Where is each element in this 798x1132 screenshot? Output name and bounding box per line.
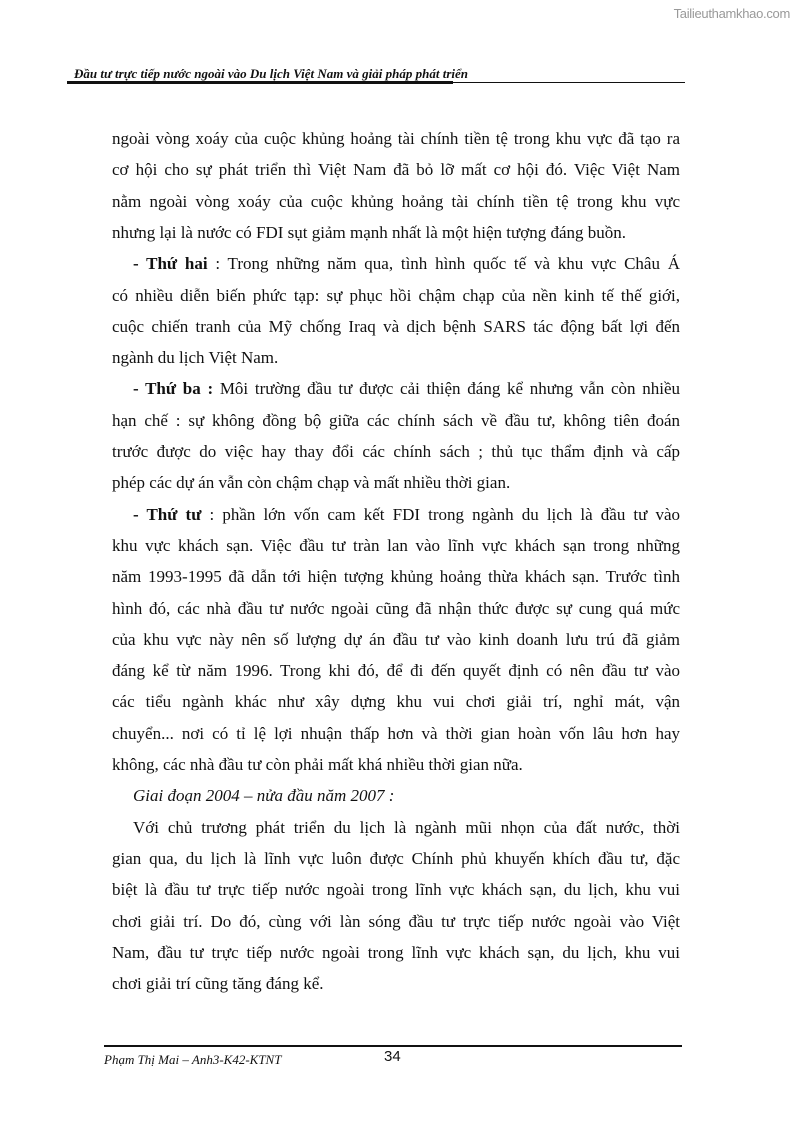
line-text: Nam, đầu tư trực tiếp nước ngoài trong lĩnh vực khách sạn, du lịch, khu vui <box>112 942 680 962</box>
line-text: của khu vực này nên số lượng dự án đầu tư vào kinh doanh lưu trú đã giảm <box>112 629 680 649</box>
text-line <box>112 473 680 493</box>
text-line <box>112 348 680 368</box>
text-line <box>112 129 680 149</box>
running-header: Đầu tư trực tiếp nước ngoài vào Du lịch Việt Nam và giải pháp phát triển <box>74 66 469 81</box>
watermark: Tailieuthamkhao.com <box>673 6 790 21</box>
text-line <box>112 192 680 212</box>
text-line <box>112 880 680 900</box>
line-text: phép các dự án vẫn còn chậm chạp và mất nhiều thời gian. <box>112 473 511 493</box>
line-text: các tiểu ngành khác như xây dựng khu vui chơi giải trí, nghỉ mát, vận <box>112 692 680 712</box>
line-text: chuyển... nơi có tỉ lệ lợi nhuận thấp hơn và thời gian hoàn vốn lâu hơn hay <box>112 723 680 743</box>
text-line <box>112 160 680 180</box>
text-line <box>133 505 680 525</box>
line-text: biệt là đầu tư trực tiếp nước ngoài trong lĩnh vực khách sạn, du lịch, khu vui <box>112 880 680 900</box>
text-line <box>133 786 680 806</box>
line-text: chơi giải trí cũng tăng đáng kể. <box>112 974 324 994</box>
text-line <box>112 849 680 869</box>
line-text: trước được do việc hay thay đổi các chính sách ; thủ tục thẩm định và cấp <box>112 442 680 461</box>
lead-label: - Thứ tư <box>133 504 202 524</box>
line-text: chơi giải trí. Do đó, cùng với làn sóng đầu tư trực tiếp nước ngoài vào Việt <box>112 911 680 931</box>
line-text: ngành du lịch Việt Nam. <box>112 348 279 368</box>
line-text: Môi trường đầu tư được cải thiện đáng kể nhưng vẫn còn nhiều <box>213 379 680 399</box>
text-line <box>112 567 680 587</box>
line-text: hạn chế : sự không đồng bộ giữa các chính sách về đầu tư, không tiên đoán <box>112 410 680 430</box>
text-line <box>112 661 680 681</box>
text-line <box>133 379 680 399</box>
text-line <box>112 286 680 306</box>
lead-label: - Thứ ba : <box>133 379 214 399</box>
line-text: : phần lớn vốn cam kết FDI trong ngành du lịch là đầu tư vào <box>201 504 680 524</box>
line-text: gian qua, du lịch là lĩnh vực luôn được Chính phủ khuyến khích đầu tư, đặc <box>112 848 680 868</box>
line-text: có nhiều diễn biến phức tạp: sự phục hồi chậm chạp của nền kinh tế thế giới, <box>112 285 680 305</box>
text-line <box>112 943 680 963</box>
footer-rule <box>104 1045 682 1047</box>
text-line <box>133 254 680 274</box>
line-text: Giai đoạn 2004 – nửa đầu năm 2007 : <box>133 786 395 806</box>
line-text: Với chủ trương phát triển du lịch là ngành mũi nhọn của đất nước, thời <box>133 817 680 837</box>
line-text: cuộc chiến tranh của Mỹ chống Iraq và dịch bệnh SARS tác động bất lợi đến <box>112 316 680 336</box>
text-line <box>112 912 680 932</box>
text-line <box>112 755 680 775</box>
line-text: ngoài vòng xoáy của cuộc khủng hoảng tài chính tiền tệ trong khu vực đã tạo ra <box>112 129 680 148</box>
line-text: hình đó, các nhà đầu tư nước ngoài cũng đã nhận thức được sự cung quá mức <box>112 598 680 618</box>
line-text: không, các nhà đầu tư còn phải mất khá nhiều thời gian nữa. <box>112 755 523 774</box>
text-line <box>112 630 680 650</box>
line-text: cơ hội cho sự phát triển thì Việt Nam đã bỏ lỡ mất cơ hội đó. Việc Việt Nam <box>112 160 680 180</box>
footer-author: Phạm Thị Mai – Anh3-K42-KTNT <box>104 1052 282 1067</box>
text-line <box>112 411 680 431</box>
header-rule <box>67 81 453 84</box>
text-line <box>112 223 680 243</box>
lead-label: - Thứ hai <box>133 254 208 274</box>
text-line <box>112 536 680 556</box>
text-line <box>112 442 680 462</box>
text-line <box>133 818 680 838</box>
text-line <box>112 599 680 619</box>
line-text: khu vực khách sạn. Việc đầu tư tràn lan vào lĩnh vực khách sạn trong những <box>112 535 680 555</box>
line-text: năm 1993-1995 đã dẫn tới hiện tượng khủng hoảng thừa khách sạn. Trước tình <box>112 567 680 587</box>
line-text: nhưng lại là nước có FDI sụt giảm mạnh nhất là một hiện tượng đáng buồn. <box>112 222 626 242</box>
page-number: 34 <box>384 1048 401 1065</box>
text-line <box>112 974 680 994</box>
line-text: nằm ngoài vòng xoáy của cuộc khủng hoảng tài chính tiền tệ trong khu vực <box>112 191 680 211</box>
text-line <box>112 317 680 337</box>
line-text: đáng kể từ năm 1996. Trong khi đó, để đi đến quyết định có nên đầu tư vào <box>112 661 680 681</box>
line-text: : Trong những năm qua, tình hình quốc tế và khu vực Châu Á <box>207 254 680 274</box>
header-rule-thin <box>453 82 685 83</box>
text-line <box>112 724 680 744</box>
text-line <box>112 692 680 712</box>
